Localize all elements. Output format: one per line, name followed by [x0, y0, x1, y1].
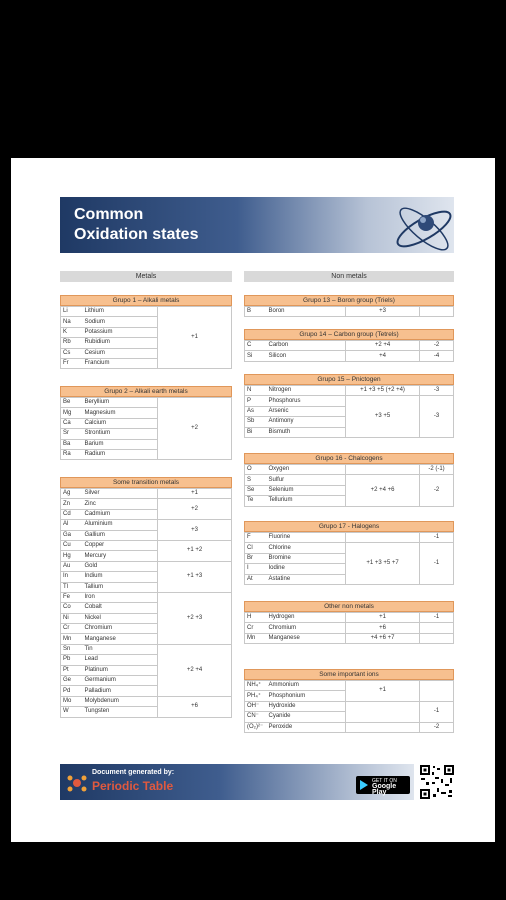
element-symbol: Te [245, 496, 267, 506]
table-row [245, 351, 454, 361]
oxidation-state: +2 [158, 499, 232, 520]
element-symbol: I [245, 564, 267, 574]
element-symbol: Sb [245, 417, 267, 427]
element-symbol: OH⁻ [245, 701, 267, 711]
metals-column-header: Metals [60, 271, 232, 282]
element-name: Phosphorus [267, 396, 346, 406]
non-metal-group [244, 521, 454, 585]
group-title: Grupo 1 – Alkali metals [60, 295, 232, 306]
non-metal-group [244, 669, 454, 733]
negative-oxidation-state [420, 623, 454, 633]
element-symbol: Ag [61, 489, 83, 499]
element-name: Fluorine [267, 533, 346, 543]
element-name: Beryllium [83, 398, 158, 408]
element-name: Manganese [83, 634, 158, 644]
element-name: Radium [83, 449, 158, 459]
element-name: Mercury [83, 551, 158, 561]
non-metal-group [244, 453, 454, 507]
element-symbol: Rb [61, 338, 83, 348]
oxidation-state: +1 [158, 307, 232, 369]
element-symbol: Fr [61, 358, 83, 368]
element-name: Boron [267, 307, 346, 317]
element-name: Bismuth [267, 427, 346, 437]
table-row [61, 696, 232, 706]
element-name: Cesium [83, 348, 158, 358]
table-row [245, 533, 454, 543]
element-name: Ammonium [267, 681, 346, 691]
element-name: Barium [83, 439, 158, 449]
element-symbol: Mn [245, 633, 267, 643]
group-table [244, 340, 454, 362]
negative-oxidation-state: -1 [420, 613, 454, 623]
element-symbol: Cr [245, 623, 267, 633]
element-symbol: Pb [61, 655, 83, 665]
group-title: Grupo 17 - Halogens [244, 521, 454, 532]
table-row [245, 623, 454, 633]
table-row [245, 613, 454, 623]
table-row [61, 307, 232, 317]
element-symbol: P [245, 396, 267, 406]
table-row [245, 543, 454, 553]
table-row [245, 307, 454, 317]
qr-code-icon[interactable] [419, 764, 455, 800]
element-symbol: W [61, 707, 83, 717]
element-symbol: S [245, 475, 267, 485]
element-symbol: Cu [61, 540, 83, 550]
negative-oxidation-state: -3 [420, 396, 454, 438]
non-metal-group [244, 374, 454, 438]
table-row [245, 475, 454, 485]
element-name: Potassium [83, 327, 158, 337]
element-name: Bromine [267, 553, 346, 563]
document-header [60, 197, 454, 253]
element-symbol: O [245, 465, 267, 475]
table-row [61, 592, 232, 602]
oxidation-state: +3 [158, 520, 232, 541]
positive-oxidation-state [346, 465, 420, 475]
element-name: Lithium [83, 307, 158, 317]
group-table [244, 612, 454, 644]
table-row [245, 633, 454, 643]
periodic-table-logo-icon [66, 773, 88, 793]
element-name: Astatine [267, 574, 346, 584]
element-symbol: Hg [61, 551, 83, 561]
title-line-2: Oxidation states [74, 226, 199, 243]
group-table [244, 464, 454, 507]
negative-oxidation-state: -1 [420, 533, 454, 543]
negative-oxidation-state: -4 [420, 351, 454, 361]
non-metal-group [244, 295, 454, 317]
element-name: Peroxide [267, 722, 346, 732]
footer-brand: Periodic Table [92, 779, 174, 793]
element-symbol: Cs [61, 348, 83, 358]
positive-oxidation-state: +4 [346, 351, 420, 361]
group-title: Grupo 2 – Alkali earth metals [60, 386, 232, 397]
table-row [245, 701, 454, 711]
title-line-1: Common [74, 206, 144, 223]
element-symbol: Si [245, 351, 267, 361]
table-row [245, 722, 454, 732]
element-symbol: Ge [61, 676, 83, 686]
document-title [74, 205, 198, 245]
element-symbol: N [245, 386, 267, 396]
positive-oxidation-state: +1 +3 +5 +7 [346, 543, 420, 585]
element-name: Gallium [83, 530, 158, 540]
element-name: Platinum [83, 665, 158, 675]
element-name: Tin [83, 644, 158, 654]
table-row [245, 465, 454, 475]
positive-oxidation-state: +6 [346, 623, 420, 633]
element-name: Magnesium [83, 408, 158, 418]
element-symbol: Cr [61, 624, 83, 634]
positive-oxidation-state [346, 701, 420, 722]
negative-oxidation-state: -2 [420, 722, 454, 732]
element-name: Antimony [267, 417, 346, 427]
element-name: Cadmium [83, 509, 158, 519]
element-name: Tallium [83, 582, 158, 592]
element-symbol: Se [245, 485, 267, 495]
table-row [61, 499, 232, 509]
element-symbol: Be [61, 398, 83, 408]
element-symbol: Al [61, 520, 83, 530]
table-row [61, 644, 232, 654]
table-row [61, 520, 232, 530]
table-row [61, 398, 232, 408]
element-name: Francium [83, 358, 158, 368]
element-symbol: Zn [61, 499, 83, 509]
element-symbol: At [245, 574, 267, 584]
element-symbol: H [245, 613, 267, 623]
element-name: Strontium [83, 429, 158, 439]
positive-oxidation-state: +1 +3 +5 (+2 +4) [346, 386, 420, 396]
table-row [61, 540, 232, 550]
element-name: Nitrogen [267, 386, 346, 396]
group-title: Grupo 16 - Chalcogens [244, 453, 454, 464]
table-row [245, 341, 454, 351]
table-row [245, 386, 454, 396]
group-title: Some important ions [244, 669, 454, 680]
element-symbol: Ga [61, 530, 83, 540]
document-footer [60, 764, 414, 800]
oxidation-state: +1 [158, 489, 232, 499]
element-symbol: Co [61, 603, 83, 613]
element-name: Hydroxide [267, 701, 346, 711]
metal-group [60, 295, 232, 369]
element-symbol: Mo [61, 696, 83, 706]
element-name: Tungsten [83, 707, 158, 717]
element-symbol: Br [245, 553, 267, 563]
element-symbol: Mg [61, 408, 83, 418]
group-title: Grupo 15 – Pnictogen [244, 374, 454, 385]
element-symbol: Sn [61, 644, 83, 654]
element-symbol: Cd [61, 509, 83, 519]
positive-oxidation-state [346, 533, 420, 543]
element-symbol: PH₄⁺ [245, 691, 267, 701]
element-symbol: Ra [61, 449, 83, 459]
negative-oxidation-state [420, 681, 454, 702]
group-table [244, 306, 454, 317]
group-table [60, 306, 232, 369]
element-name: Sulfur [267, 475, 346, 485]
oxidation-state: +2 +3 [158, 592, 232, 644]
element-name: Phosphonium [267, 691, 346, 701]
element-symbol: Pt [61, 665, 83, 675]
positive-oxidation-state: +3 +5 [346, 396, 420, 438]
element-name: Molybdenum [83, 696, 158, 706]
element-symbol: C [245, 341, 267, 351]
group-title: Some transition metals [60, 477, 232, 488]
metals-column [60, 271, 232, 715]
group-table [244, 680, 454, 733]
group-table [244, 532, 454, 585]
positive-oxidation-state: +4 +6 +7 [346, 633, 420, 643]
element-symbol: Na [61, 317, 83, 327]
element-symbol: Ba [61, 439, 83, 449]
non-metals-column [244, 271, 454, 730]
element-name: Zinc [83, 499, 158, 509]
element-symbol: CN⁻ [245, 712, 267, 722]
table-row [61, 489, 232, 499]
element-symbol: Sr [61, 429, 83, 439]
element-name: Chromium [267, 623, 346, 633]
element-symbol: Mn [61, 634, 83, 644]
group-table [60, 397, 232, 460]
element-name: Selenium [267, 485, 346, 495]
element-name: Tellurium [267, 496, 346, 506]
group-title: Grupo 13 – Boron group (Triels) [244, 295, 454, 306]
positive-oxidation-state: +2 +4 +6 [346, 475, 420, 506]
document-page [11, 158, 495, 842]
element-name: Oxygen [267, 465, 346, 475]
non-metal-group [244, 601, 454, 644]
non-metals-column-header: Non metals [244, 271, 454, 282]
negative-oxidation-state: -1 [420, 701, 454, 722]
footer-generated-by: Document generated by: [92, 769, 175, 776]
element-name: Iron [83, 592, 158, 602]
non-metal-group [244, 329, 454, 362]
group-table [244, 385, 454, 438]
negative-oxidation-state: -1 [420, 543, 454, 585]
negative-oxidation-state [420, 633, 454, 643]
positive-oxidation-state [346, 722, 420, 732]
element-name: Sodium [83, 317, 158, 327]
group-table [60, 488, 232, 718]
element-symbol: Bi [245, 427, 267, 437]
element-name: Arsenic [267, 406, 346, 416]
group-title: Grupo 14 – Carbon group (Tetrels) [244, 329, 454, 340]
table-row [61, 561, 232, 571]
element-name: Calcium [83, 418, 158, 428]
table-row [245, 681, 454, 691]
negative-oxidation-state: -3 [420, 386, 454, 396]
element-symbol: Ca [61, 418, 83, 428]
element-name: Aluminium [83, 520, 158, 530]
positive-oxidation-state: +1 [346, 681, 420, 702]
negative-oxidation-state: -2 [420, 475, 454, 506]
element-symbol: Tl [61, 582, 83, 592]
element-name: Cobalt [83, 603, 158, 613]
positive-oxidation-state: +1 [346, 613, 420, 623]
play-store-icon [360, 780, 368, 790]
transition-metals-group [60, 477, 232, 718]
oxidation-state: +1 +3 [158, 561, 232, 592]
element-name: Indium [83, 572, 158, 582]
element-symbol: Li [61, 307, 83, 317]
element-name: Germanium [83, 676, 158, 686]
element-name: Manganese [267, 633, 346, 643]
element-name: Nickel [83, 613, 158, 623]
group-title: Other non metals [244, 601, 454, 612]
element-name: Gold [83, 561, 158, 571]
element-symbol: K [61, 327, 83, 337]
table-row [245, 396, 454, 406]
oxidation-state: +6 [158, 696, 232, 717]
google-play-small-label: GET IT ON [372, 778, 397, 784]
element-name: Rubidium [83, 338, 158, 348]
negative-oxidation-state: -2 [420, 341, 454, 351]
element-symbol: As [245, 406, 267, 416]
element-symbol: Cl [245, 543, 267, 553]
element-name: Palladium [83, 686, 158, 696]
negative-oxidation-state [420, 307, 454, 317]
google-play-button[interactable] [356, 776, 410, 794]
element-symbol: Fe [61, 592, 83, 602]
element-name: Lead [83, 655, 158, 665]
element-name: Hydrogen [267, 613, 346, 623]
element-name: Iodine [267, 564, 346, 574]
element-name: Copper [83, 540, 158, 550]
metal-group [60, 386, 232, 460]
oxidation-state: +2 [158, 398, 232, 460]
atom-logo-icon [390, 199, 452, 251]
element-symbol: Ni [61, 613, 83, 623]
element-symbol: (O₂)²⁻ [245, 722, 267, 732]
oxidation-state: +2 +4 [158, 644, 232, 696]
element-symbol: Pd [61, 686, 83, 696]
negative-oxidation-state: -2 (-1) [420, 465, 454, 475]
positive-oxidation-state: +2 +4 [346, 341, 420, 351]
element-symbol: B [245, 307, 267, 317]
element-name: Chromium [83, 624, 158, 634]
positive-oxidation-state: +3 [346, 307, 420, 317]
element-name: Chlorine [267, 543, 346, 553]
element-name: Cyanide [267, 712, 346, 722]
element-name: Silicon [267, 351, 346, 361]
element-symbol: Au [61, 561, 83, 571]
element-name: Silver [83, 489, 158, 499]
google-play-label: Google Play [372, 783, 397, 796]
oxidation-state: +1 +2 [158, 540, 232, 561]
element-symbol: NH₄⁺ [245, 681, 267, 691]
element-symbol: In [61, 572, 83, 582]
element-symbol: F [245, 533, 267, 543]
element-name: Carbon [267, 341, 346, 351]
